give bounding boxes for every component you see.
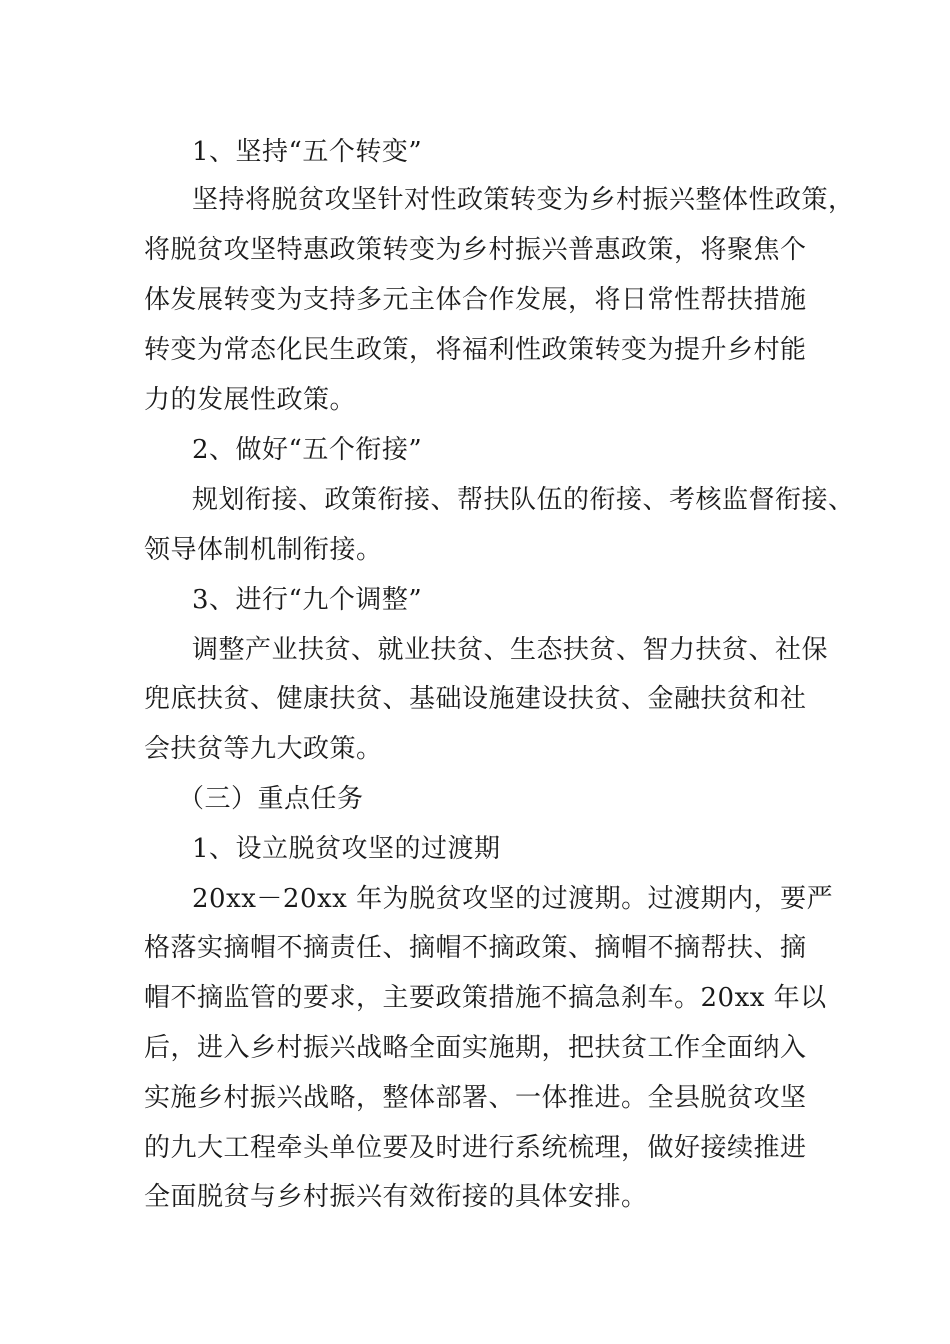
paragraph-line: 全面脱贫与乡村振兴有效衔接的具体安排。	[144, 1182, 648, 1212]
paragraph-line: 20xx－20xx 年为脱贫攻坚的过渡期。过渡期内，要严	[192, 884, 834, 914]
paragraph-line: 实施乡村振兴战略，整体部署、一体推进。全县脱贫攻坚	[144, 1083, 807, 1113]
paragraph-line: 将脱贫攻坚特惠政策转变为乡村振兴普惠政策，将聚焦个	[144, 235, 807, 265]
paragraph-line: 后，进入乡村振兴战略全面实施期，把扶贫工作全面纳入	[144, 1033, 807, 1063]
paragraph-line: 力的发展性政策。	[144, 385, 357, 415]
paragraph-line: 体发展转变为支持多元主体合作发展，将日常性帮扶措施	[144, 285, 807, 315]
paragraph-line: 格落实摘帽不摘责任、摘帽不摘政策、摘帽不摘帮扶、摘	[144, 933, 807, 963]
paragraph-line: 转变为常态化民生政策，将福利性政策转变为提升乡村能	[144, 335, 807, 365]
heading-five-connections: 2、做好“五个衔接”	[192, 435, 423, 465]
paragraph-line: 调整产业扶贫、就业扶贫、生态扶贫、智力扶贫、社保	[192, 635, 829, 665]
paragraph-line: 坚持将脱贫攻坚针对性政策转变为乡村振兴整体性政策，	[192, 185, 855, 215]
paragraph-line: 兜底扶贫、健康扶贫、基础设施建设扶贫、金融扶贫和社	[144, 684, 807, 714]
heading-five-transformations: 1、坚持“五个转变”	[192, 137, 423, 167]
section-heading-key-tasks: （三）重点任务	[178, 784, 364, 814]
heading-nine-adjustments: 3、进行“九个调整”	[192, 585, 423, 615]
paragraph-line: 帽不摘监管的要求，主要政策措施不搞急刹车。20xx 年以	[144, 983, 827, 1013]
paragraph-line: 规划衔接、政策衔接、帮扶队伍的衔接、考核监督衔接、	[192, 485, 855, 515]
paragraph-line: 的九大工程牵头单位要及时进行系统梳理，做好接续推进	[144, 1133, 807, 1163]
heading-transition-period: 1、设立脱贫攻坚的过渡期	[192, 834, 501, 864]
paragraph-line: 领导体制机制衔接。	[144, 535, 383, 565]
paragraph-line: 会扶贫等九大政策。	[144, 734, 383, 764]
